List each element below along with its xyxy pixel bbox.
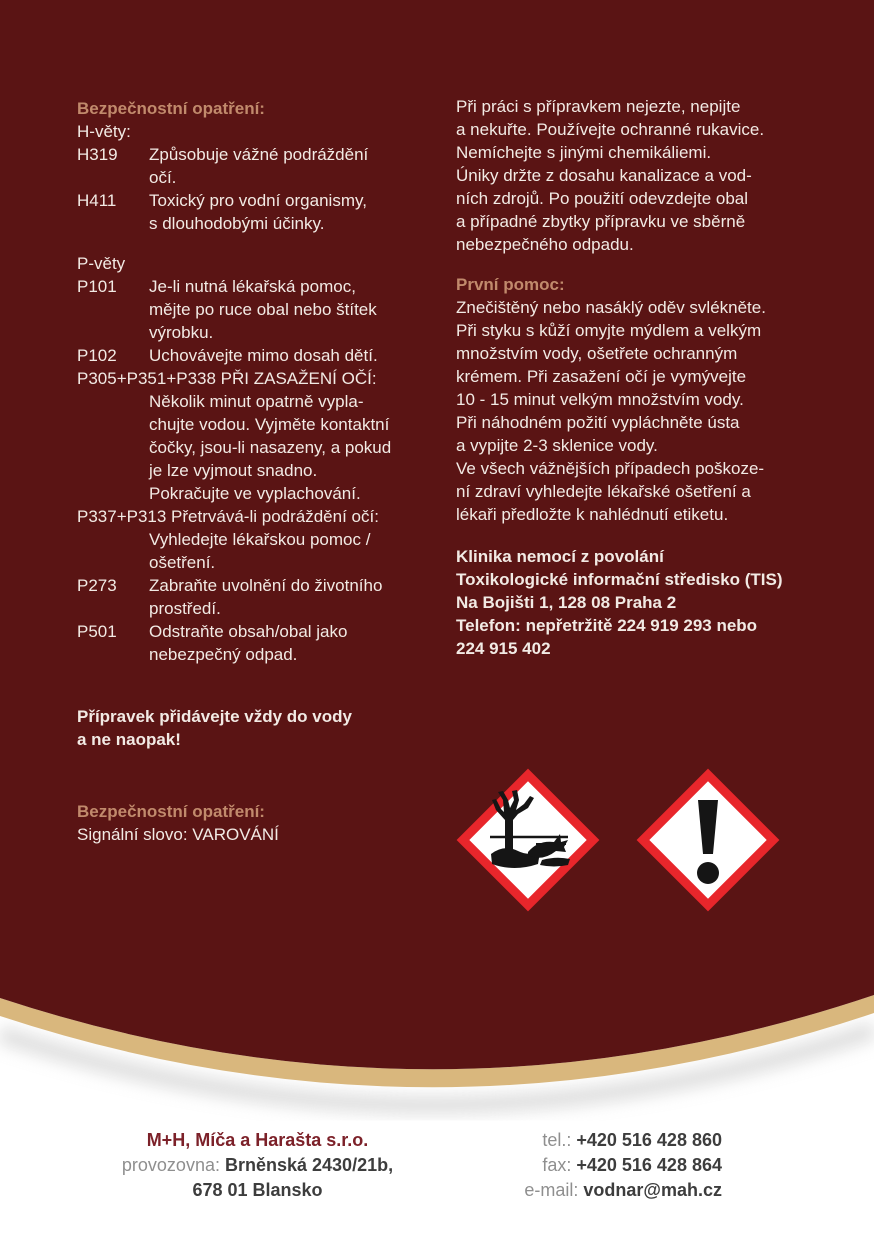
text-line: Na Bojišti 1, 128 08 Praha 2: [456, 593, 677, 612]
text-line: a vypijte 2-3 sklenice vody.: [456, 436, 658, 455]
text-line: Ve všech vážnějších případech poškoze-: [456, 459, 765, 478]
text-line: Několik minut opatrně vypla-: [149, 392, 364, 411]
ghs09-environment-icon: [448, 760, 608, 920]
text-line: Vyhledejte lékařskou pomoc /: [149, 530, 371, 549]
h-phrases-list: [77, 143, 462, 235]
text-line: Při náhodném požití vypláchněte ústa: [456, 413, 740, 432]
text-line: Přípravek přidávejte vždy do vody: [77, 707, 352, 726]
p-phrases-list: [77, 275, 462, 666]
phrase-P101: [77, 275, 462, 344]
handling-paragraph: [456, 95, 816, 256]
section-gap: [77, 235, 462, 252]
footer-company-block: [85, 1128, 430, 1203]
text-line: Telefon: nepřetržitě 224 919 293 nebo: [456, 616, 758, 635]
company-name: M+H, Míča a Harašta s.r.o.: [146, 1130, 369, 1150]
text-line: Nemíchejte s jinými chemikáliemi.: [456, 143, 712, 162]
text-line: ní zdraví vyhledejte lékařské ošetření a: [456, 482, 751, 501]
text-line: P305+P351+P338 PŘI ZASAŽENÍ OČÍ:: [77, 369, 377, 388]
text-line: lékaři předložte k nahlédnutí etiketu.: [456, 505, 729, 524]
hazard-pictograms: [448, 760, 788, 920]
phrase-code: P102: [77, 346, 117, 365]
text-line: P337+P313 Přetrvává-li podráždění očí:: [77, 507, 379, 526]
text-line: prostředí.: [149, 599, 221, 618]
safety-measures-heading-1: Bezpečnostní opatření:: [77, 99, 265, 118]
first-aid-heading: První pomoc:: [456, 275, 565, 294]
text-line: Při práci s přípravkem nejezte, nepijte: [456, 97, 741, 116]
text-line: mějte po ruce obal nebo štítek: [149, 300, 377, 319]
toxicology-clinic-info: [456, 545, 816, 660]
right-column: [456, 95, 816, 660]
text-line: nebezpečný odpad.: [149, 645, 298, 664]
text-line: čočky, jsou-li nasazeny, a pokud: [149, 438, 392, 457]
phrase-code: H411: [77, 191, 117, 210]
text-line: nebezpečného odpadu.: [456, 235, 634, 254]
footer-contact-block: [524, 1128, 722, 1203]
text-line: množstvím vody, ošetřete ochranným: [456, 344, 738, 363]
text-line: Znečištěný nebo nasáklý oděv svlékněte.: [456, 298, 766, 317]
text-line: Odstraňte obsah/obal jako: [149, 622, 348, 641]
company-address: [85, 1153, 430, 1178]
contact-value: +420 516 428 860: [576, 1130, 722, 1150]
contact-line: [524, 1153, 722, 1178]
contact-label: e-mail:: [524, 1180, 584, 1200]
address-value: Brněnská 2430/21b,: [224, 1155, 394, 1175]
text-line: Klinika nemocí z povolání: [456, 547, 664, 566]
phrase-P102: [77, 344, 462, 367]
phrase-P337+P313: [77, 505, 462, 574]
text-line: Zabraňte uvolnění do životního: [149, 576, 383, 595]
contact-line: [524, 1128, 722, 1153]
ghs07-exclamation-icon: [628, 760, 788, 920]
first-aid-paragraph: [456, 296, 816, 526]
contact-label: tel.:: [542, 1130, 577, 1150]
text-line: Toxický pro vodní organismy,: [149, 191, 367, 210]
dilution-warning: [77, 705, 462, 751]
phrase-code: P101: [77, 277, 117, 296]
address-label: provozovna:: [121, 1155, 220, 1175]
text-line: Způsobuje vážné podráždění: [149, 145, 369, 164]
left-column: [77, 97, 462, 846]
text-line: 10 - 15 minut velkým množstvím vody.: [456, 390, 744, 409]
text-line: Při styku s kůží omyjte mýdlem a velkým: [456, 321, 762, 340]
company-city: 678 01 Blansko: [192, 1180, 323, 1200]
text-line: 224 915 402: [456, 639, 551, 658]
text-line: ošetření.: [149, 553, 216, 572]
phrase-P501: [77, 620, 462, 666]
text-line: Uchovávejte mimo dosah dětí.: [149, 346, 378, 365]
text-line: Toxikologické informační středisko (TIS): [456, 570, 783, 589]
text-line: očí.: [149, 168, 177, 187]
text-line: Je-li nutná lékařská pomoc,: [149, 277, 356, 296]
contact-label: fax:: [542, 1155, 577, 1175]
text-line: krémem. Při zasažení očí je vymývejte: [456, 367, 747, 386]
contact-line: [524, 1178, 722, 1203]
text-line: s dlouhodobými účinky.: [149, 214, 325, 233]
signal-word: Signální slovo: VAROVÁNÍ: [77, 825, 279, 844]
text-line: chujte vodou. Vyjměte kontaktní: [149, 415, 390, 434]
text-line: Pokračujte ve vyplachování.: [149, 484, 361, 503]
phrase-code: P273: [77, 576, 117, 595]
text-line: a ne naopak!: [77, 730, 181, 749]
h-phrases-title: H-věty:: [77, 122, 131, 141]
phrase-code: P501: [77, 622, 117, 641]
text-line: je lze vyjmout snadno.: [149, 461, 318, 480]
text-line: výrobku.: [149, 323, 214, 342]
text-line: Úniky držte z dosahu kanalizace a vod-: [456, 166, 752, 185]
phrase-P273: [77, 574, 462, 620]
contact-value: vodnar@mah.cz: [583, 1180, 722, 1200]
text-line: a případné zbytky přípravku ve sběrně: [456, 212, 746, 231]
text-line: a nekuřte. Používejte ochranné rukavice.: [456, 120, 765, 139]
safety-measures-heading-2: Bezpečnostní opatření:: [77, 802, 265, 821]
text-line: ních zdrojů. Po použití odevzdejte obal: [456, 189, 749, 208]
phrase-code: H319: [77, 145, 118, 164]
phrase-H319: [77, 143, 462, 189]
p-phrases-title: P-věty: [77, 254, 126, 273]
contact-value: +420 516 428 864: [576, 1155, 722, 1175]
phrase-P305+P351+P338: [77, 367, 462, 505]
phrase-H411: [77, 189, 462, 235]
